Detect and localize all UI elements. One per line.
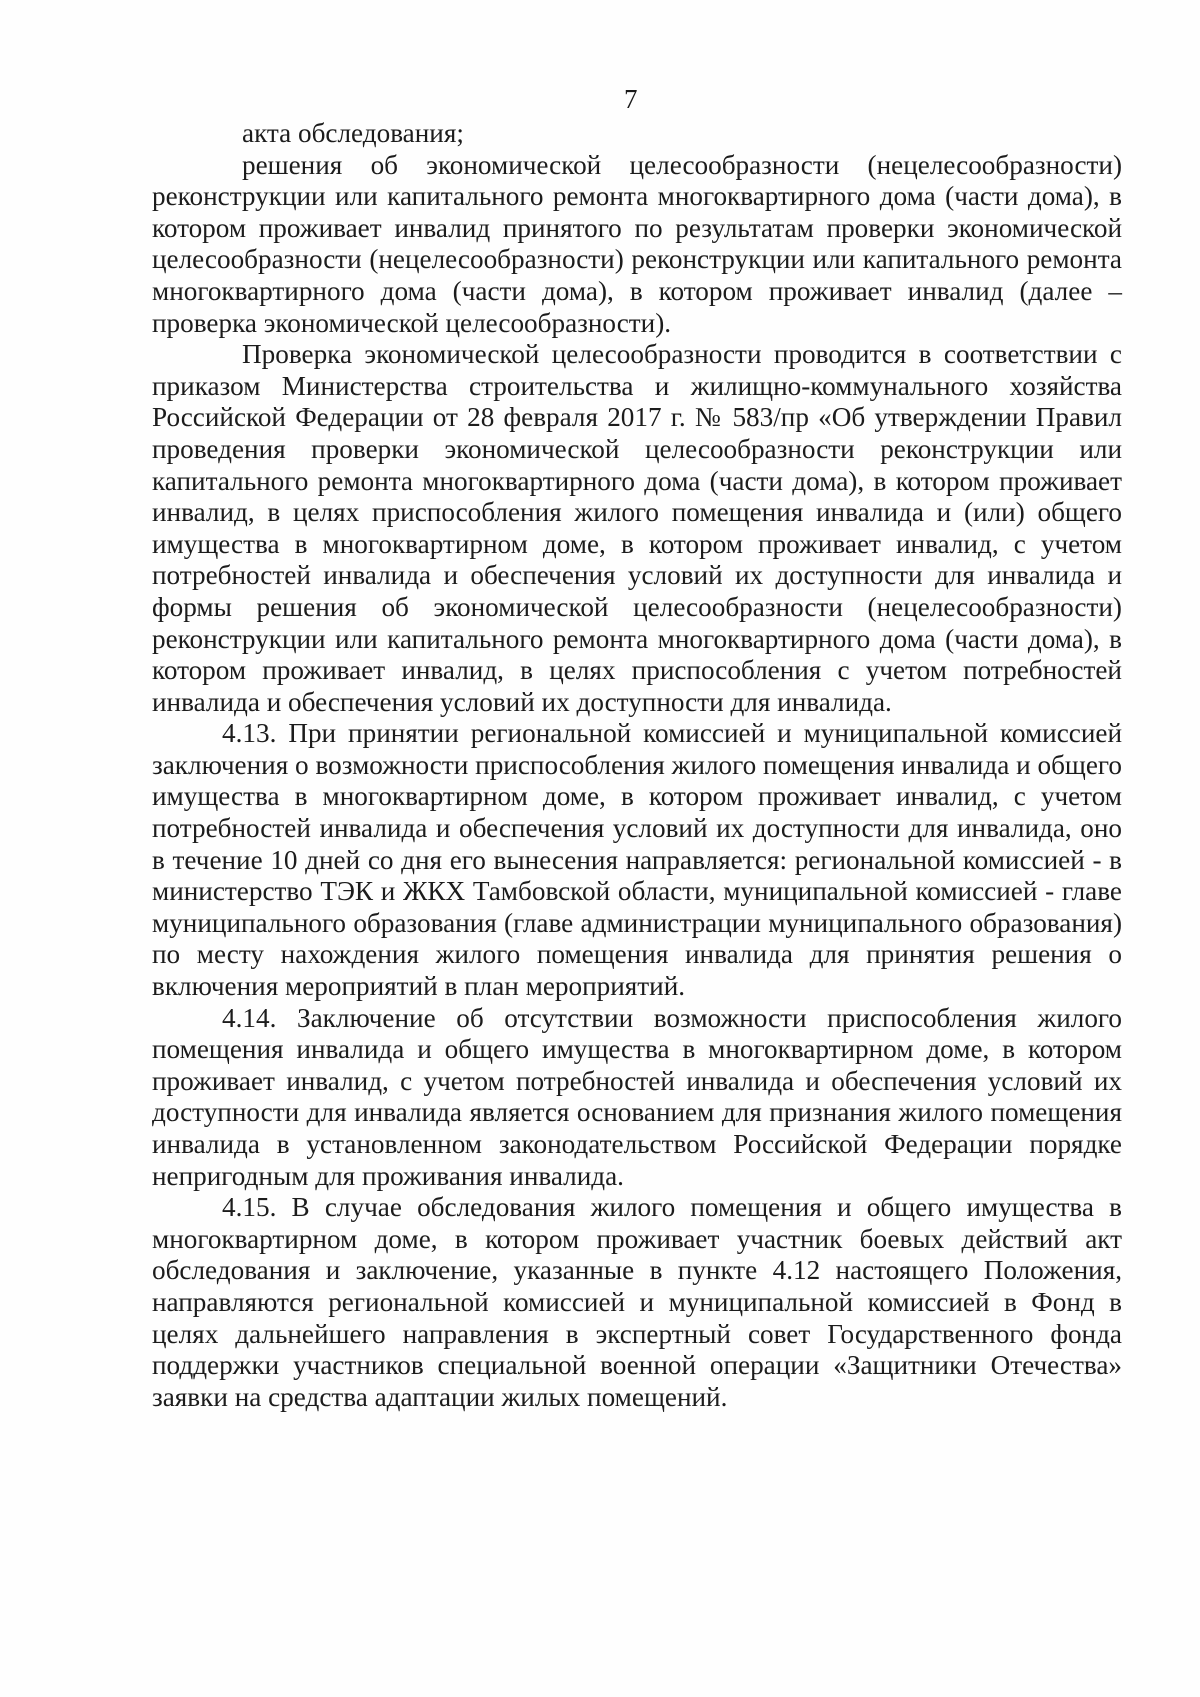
document-body bbox=[152, 118, 1122, 1413]
paragraph-4-14: 4.14. Заключение об отсутствии возможности приспособления жилого помещения инвалида и общего имущества в многоквартирном доме, в котором проживает инвалид, с учетом потребностей инвалида и обеспечения условий их доступности для инвалида является основанием для признания жилого помещения инвалида в установленном законодательством Российской Федерации порядке непригодным для проживания инвалида. bbox=[152, 1002, 1122, 1191]
paragraph-act-of-inspection: акта обследования; bbox=[242, 118, 464, 148]
paragraph-4-13: 4.13. При принятии региональной комиссией и муниципальной комиссией заключения о возможности приспособления жилого помещения инвалида и общего имущества в многоквартирном доме, в котором проживает инвалид, с учетом потребностей инвалида и обеспечения условий их доступности для инвалида, оно в течение 10 дней со дня его вынесения направляется: региональной комиссией - в министерство ТЭК и ЖКХ Тамбовской области, муниципальной комиссией - главе муниципального образования (главе администрации муниципального образования) по месту нахождения жилого помещения инвалида для принятия решения о включения мероприятий в план мероприятий. bbox=[152, 718, 1122, 1002]
paragraph-economic-check: Проверка экономической целесообразности проводится в соответствии с приказом Министерства строительства и жилищно-коммунального хозяйства Российской Федерации от 28 февраля 2017 г. № 583/пр «Об утверждении Правил проведения проверки экономической целесообразности реконструкции или капитального ремонта многоквартирного дома (части дома), в котором проживает инвалид, в целях приспособления жилого помещения инвалида и (или) общего имущества в многоквартирном доме, в котором проживает инвалид, с учетом потребностей инвалида и обеспечения условий их доступности для инвалида и формы решения об экономической целесообразности (нецелесообразности) реконструкции или капитального ремонта многоквартирного дома (части дома), в котором проживает инвалид, в целях приспособления с учетом потребностей инвалида и обеспечения условий их доступности для инвалида. bbox=[152, 339, 1122, 717]
page-number: 7 bbox=[624, 84, 638, 114]
paragraph-4-15: 4.15. В случае обследования жилого помещения и общего имущества в многоквартирном доме, в котором проживает участник боевых действий акт обследования и заключение, указанные в пункте 4.12 настоящего Положения, направляются региональной комиссией и муниципальной комиссией в Фонд в целях дальнейшего направления в экспертный совет Государственного фонда поддержки участников специальной военной операции «Защитники Отечества» заявки на средства адаптации жилых помещений. bbox=[152, 1192, 1122, 1412]
paragraph-economic-decision: решения об экономической целесообразности (нецелесообразности) реконструкции или капитального ремонта многоквартирного дома (части дома), в котором проживает инвалид принятого по результатам проверки экономической целесообразности (нецелесообразности) реконструкции или капитального ремонта многоквартирного дома (части дома), в котором проживает инвалид (далее – проверка экономической целесообразности). bbox=[152, 149, 1122, 338]
